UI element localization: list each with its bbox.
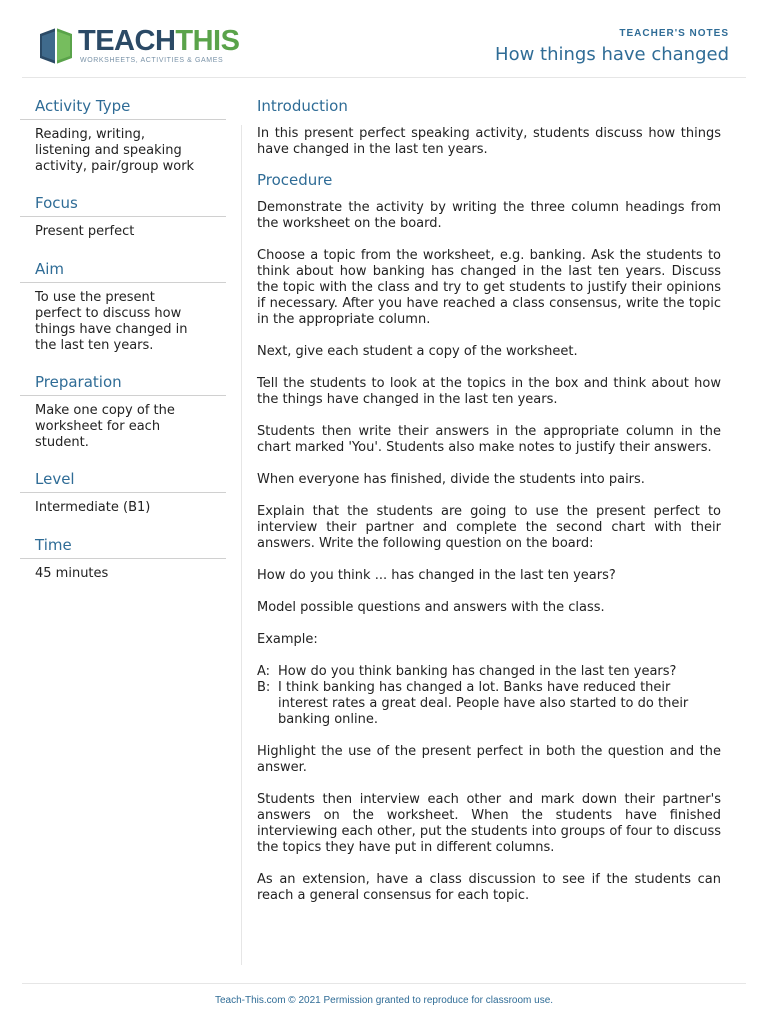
sidebar-body: 45 minutes (35, 566, 109, 581)
procedure-heading: Procedure (257, 171, 333, 189)
sidebar (20, 96, 226, 594)
procedure-paragraph: Tell the students to look at the topics in the box and think about how the things have changed in the last ten years. (257, 376, 721, 407)
sidebar-section-aim (20, 259, 226, 360)
sidebar-section-level (20, 469, 226, 523)
brand-logo[interactable] (36, 24, 240, 70)
page-title: How things have changed (495, 44, 729, 65)
procedure-paragraph: Choose a topic from the worksheet, e.g. banking. Ask the students to think about how banking has changed in the last ten years. Discuss the topic with the class and try to get students to justify their opinions if necessary. After you have reached a class consensus, write the topic in the appropriate column. (257, 248, 721, 327)
sidebar-section-focus (20, 193, 226, 247)
example-line (257, 680, 721, 728)
speaker-text: How do you think banking has changed in the last ten years? (278, 664, 677, 679)
footer-divider (22, 983, 746, 984)
procedure-paragraph: Explain that the students are going to use the present perfect to interview their partner and complete the second chart with their answers. Write the following question on the board: (257, 504, 721, 551)
book-icon (36, 24, 76, 68)
sidebar-body: Reading, writing, listening and speaking activity, pair/group work (35, 127, 195, 174)
footer-text: Teach-This.com © 2021 Permission granted to reproduce for classroom use. (214, 995, 554, 1006)
sidebar-heading: Focus (20, 193, 226, 217)
sidebar-heading: Preparation (20, 372, 226, 396)
procedure-paragraph: As an extension, have a class discussion to see if the students can reach a general consensus for each topic. (257, 872, 721, 903)
sidebar-heading: Time (20, 535, 226, 559)
introduction-heading: Introduction (257, 97, 348, 115)
header-kicker: TEACHER'S NOTES (619, 28, 729, 39)
example-label: Example: (257, 632, 318, 647)
brand-tagline: WORKSHEETS, ACTIVITIES & GAMES (80, 57, 224, 64)
sidebar-section-time (20, 535, 226, 582)
example-dialogue (257, 664, 721, 728)
procedure-paragraph: Demonstrate the activity by writing the three column headings from the worksheet on the board. (257, 200, 721, 231)
speaker-label: A: (257, 664, 271, 679)
sidebar-body: To use the present perfect to discuss how things have changed in the last ten years. (35, 290, 188, 353)
introduction-text: In this present perfect speaking activity, students discuss how things have changed in the last ten years. (257, 126, 721, 157)
sidebar-section-activity-type (20, 96, 226, 181)
example-line (257, 664, 721, 680)
sidebar-heading: Activity Type (20, 96, 226, 120)
header-divider (22, 77, 746, 78)
procedure-paragraph: Students then write their answers in the appropriate column in the chart marked 'You'. Students also make notes to justify their answers. (257, 424, 721, 455)
procedure-paragraph: When everyone has finished, divide the students into pairs. (257, 472, 645, 487)
speaker-text: I think banking has changed a lot. Banks have reduced their interest rates a great deal. People have also started to do their banking online. (278, 680, 689, 727)
procedure-paragraph: Highlight the use of the present perfect in both the question and the answer. (257, 744, 721, 775)
sidebar-heading: Level (20, 469, 226, 493)
sidebar-body: Intermediate (B1) (35, 500, 151, 515)
procedure-paragraph: Model possible questions and answers with the class. (257, 600, 605, 615)
sidebar-body: Make one copy of the worksheet for each student. (35, 403, 175, 450)
brand-name: TEACHTHIS (78, 25, 240, 57)
procedure-paragraph: Students then interview each other and mark down their partner's answers on the worksheet. When the students have finished interviewing each other, put the students into groups of four to discuss the topics they have put in different columns. (257, 792, 721, 855)
speaker-label: B: (257, 680, 271, 695)
column-divider (241, 125, 242, 965)
sidebar-heading: Aim (20, 259, 226, 283)
main-content (257, 96, 721, 920)
sidebar-section-preparation (20, 372, 226, 457)
board-question: How do you think ... has changed in the last ten years? (257, 568, 616, 583)
sidebar-body: Present perfect (35, 224, 135, 239)
page-header (0, 0, 768, 80)
procedure-paragraph: Next, give each student a copy of the worksheet. (257, 344, 578, 359)
